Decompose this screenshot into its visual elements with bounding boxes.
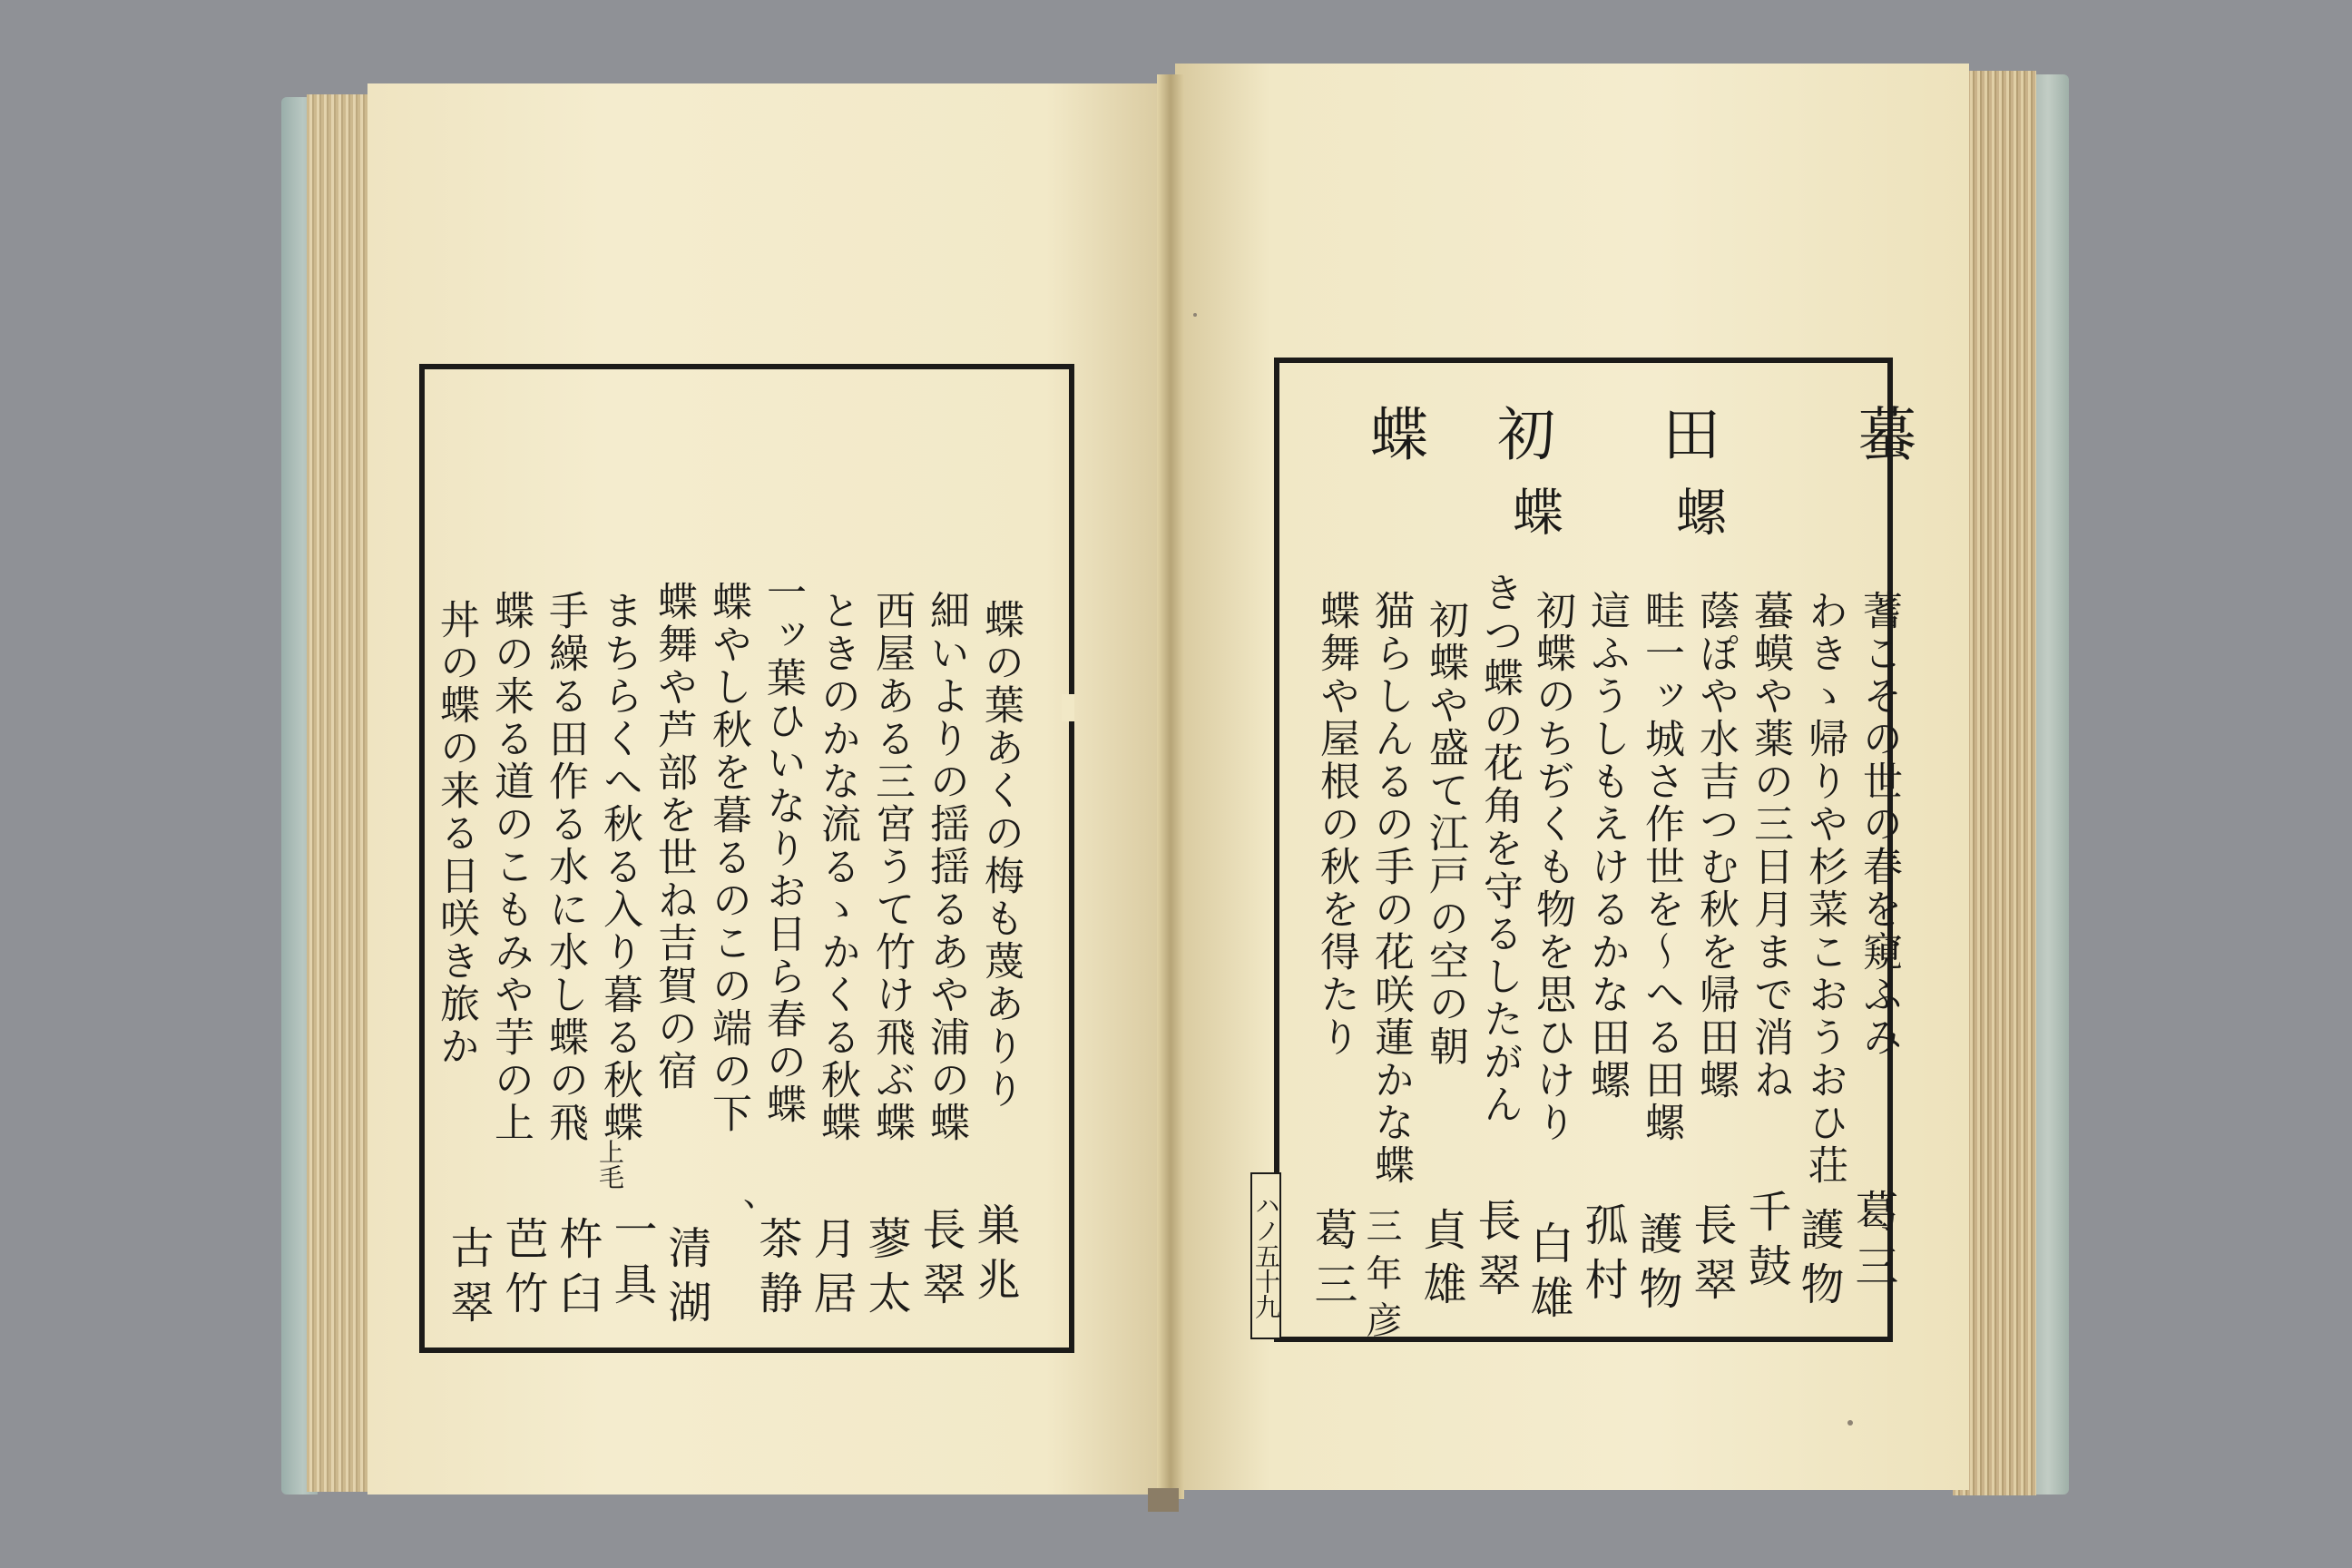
right-author-7: 白雄 [1523, 1220, 1573, 1329]
right-author-11: 葛三 [1307, 1207, 1357, 1316]
right-author-4: 長翠 [1686, 1202, 1737, 1311]
right-poem-1: 蓍こその世の春を窺ふみ [1856, 590, 1902, 1059]
right-poem-2: わきゝ帰りや杉菜こおうおひ荘 [1801, 590, 1847, 1187]
left-poem-5: 一ッ葉ひいなりお日ら春の蝶 [760, 572, 806, 1126]
subtitle-char-1: 螺 [1668, 485, 1727, 536]
left-author-10: 古翠 [443, 1225, 494, 1334]
left-poem-2: 細いよりの揺揺るあや浦の蝶 [923, 590, 969, 1144]
folio-number: ハノ五十九 [1250, 1172, 1281, 1339]
left-poem-10: 蝶の来る道のこもみや芋の上 [487, 590, 534, 1144]
right-poem-4: 蔭ぽや水吉つむ秋を帰田螺 [1692, 590, 1739, 1102]
right-author-5: 護物 [1632, 1211, 1682, 1320]
left-poem-11: 丼の蝶の来る日咲き旅か [433, 599, 479, 1068]
right-poem-7: 初蝶のちぢくも物を思ひけり [1529, 590, 1575, 1144]
left-author-mark: 、 [714, 1198, 756, 1245]
subtitle-char-2: 蝶 [1504, 485, 1563, 536]
right-poem-8: きつ蝶の花角を守るしたがん [1476, 572, 1523, 1126]
left-author-9: 芭竹 [497, 1216, 548, 1325]
right-author-8: 長翠 [1470, 1198, 1521, 1307]
right-author-9: 貞雄 [1416, 1207, 1466, 1316]
gutter [1157, 74, 1184, 1499]
right-poem-6: 這ふうしもえけるかな田螺 [1583, 590, 1630, 1102]
title-char-3: 初 [1487, 404, 1554, 462]
title-char-1: 蟇 [1848, 404, 1916, 462]
left-author-8: 杵臼 [552, 1216, 603, 1325]
left-poem-1: 蝶の葉あくの梅も蔑ありり [977, 599, 1024, 1111]
right-poem-9: 初蝶や盛て江戸の空の朝 [1422, 599, 1468, 1068]
left-author-1: 巣兆 [969, 1202, 1020, 1311]
left-poem-7: 蝶舞や芦部を世ね吉賀の宿 [651, 581, 697, 1093]
page-blemish [1847, 1420, 1853, 1426]
frame-gap [1062, 694, 1074, 721]
left-note: 上毛 [595, 1139, 625, 1190]
page-blemish [1193, 313, 1197, 317]
right-poem-10: 猫らしんるの手の花咲蓮かな蝶 [1367, 590, 1414, 1187]
left-author-5: 茶静 [751, 1216, 802, 1325]
left-poem-4: ときのかな流るゝかくる秋蝶 [814, 590, 860, 1144]
right-poem-11: 蝶舞や屋根の秋を得たり [1313, 590, 1359, 1059]
ribbon-bookmark [1148, 1488, 1179, 1512]
left-author-2: 長翠 [915, 1207, 965, 1316]
left-poem-6: 蝶やし秋を暮るのこの端の下 [705, 581, 751, 1135]
left-author-6: 清湖 [661, 1225, 711, 1334]
left-poem-9: 手繰る田作る水に水し蝶の飛 [542, 590, 588, 1144]
right-author-10: 三年彦 [1360, 1207, 1402, 1348]
left-author-4: 月居 [806, 1216, 857, 1325]
right-author-2: 護物 [1793, 1207, 1844, 1316]
right-poem-5: 畦一ッ城さ作世を〜へる田螺 [1638, 590, 1684, 1144]
left-poem-3: 西屋ある三宮うて竹け飛ぶ蝶 [868, 590, 915, 1144]
right-poem-3: 蟇蟆や薬の三日月まで消ね [1747, 590, 1793, 1102]
left-author-3: 蓼太 [860, 1216, 911, 1325]
left-author-7: 一具 [606, 1207, 657, 1316]
left-page-edges [307, 94, 370, 1492]
title-char-2: 田 [1652, 404, 1720, 462]
right-author-3: 千鼓 [1740, 1189, 1791, 1298]
right-author-6: 孤村 [1577, 1202, 1628, 1311]
left-poem-8: まちらくへ秋る入り暮る秋蝶 [596, 590, 642, 1144]
title-char-4: 蝶 [1360, 404, 1427, 462]
right-author-1: 葛三 [1847, 1189, 1898, 1298]
